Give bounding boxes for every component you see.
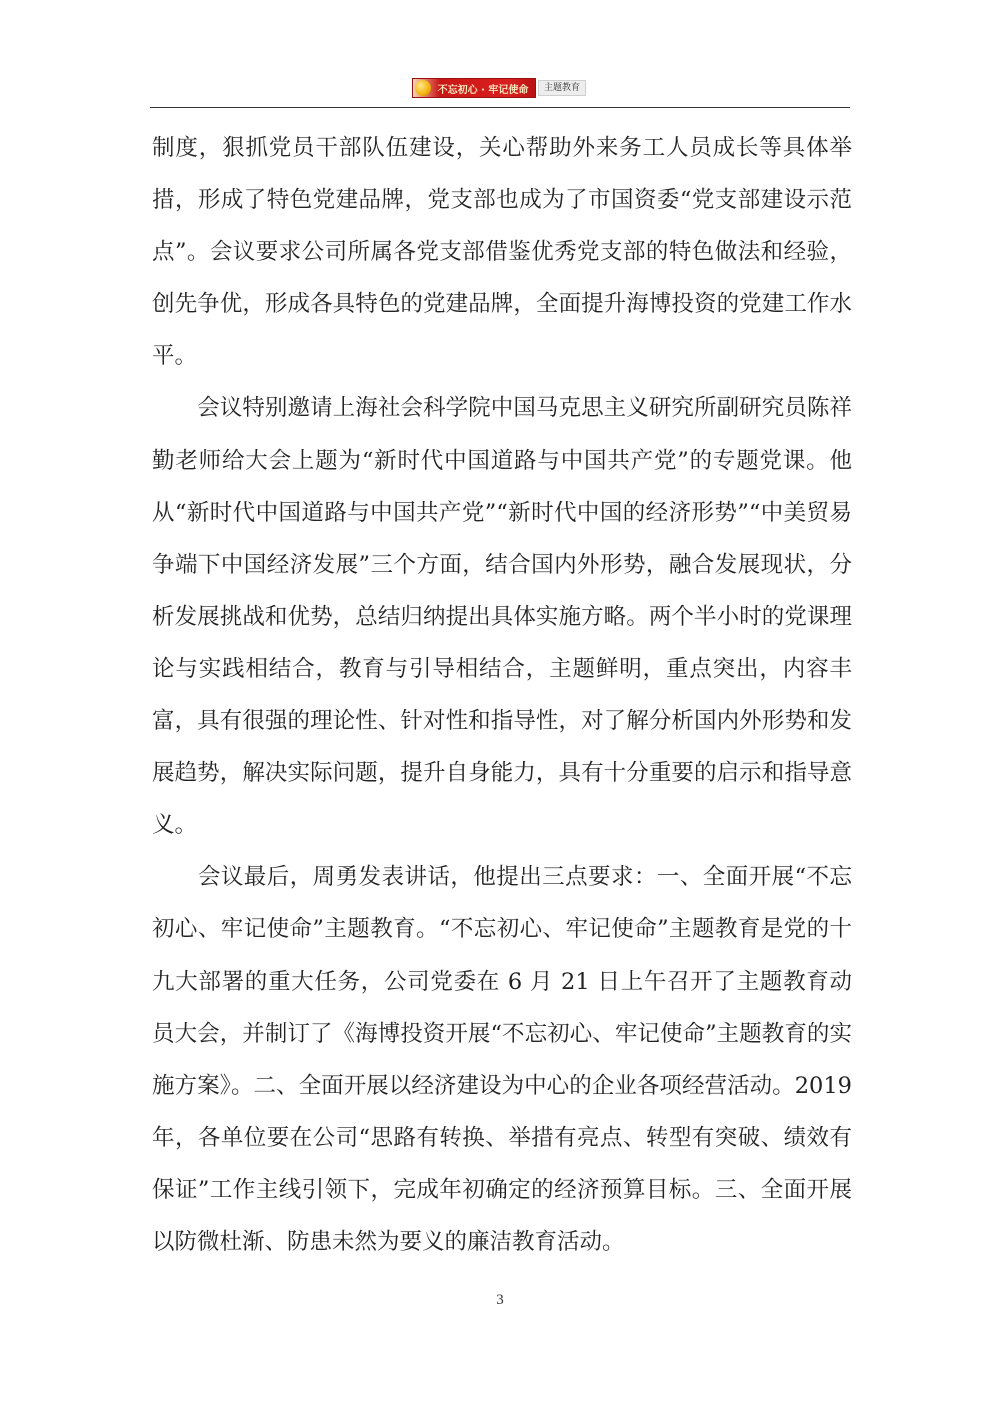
paragraph: 会议特别邀请上海社会科学院中国马克思主义研究所副研究员陈祥勤老师给大会上题为“新时代中国道路与中国共产党”的专题党课。他从“新时代中国道路与中国共产党”“新时代中国的经济形势”“中美贸易争端下中国经济发展”三个方面，结合国内外形势，融合发展现状，分析发展挑战和优势，总结归纳提出具体实施方略。两个半小时的党课理论与实践相结合，教育与引导相结合，主题鲜明，重点突出，内容丰富，具有很强的理论性、针对性和指导性，对了解分析国内外形势和发展趋势，解决实际问题，提升自身能力，具有十分重要的启示和指导意义。: [152, 395, 852, 839]
header-logo: [412, 78, 536, 98]
party-emblem-icon: [415, 80, 431, 96]
paragraph: 会议最后，周勇发表讲话，他提出三点要求：一、全面开展“不忘初心、牢记使命”主题教育。“不忘初心、牢记使命”主题教育是党的十九大部署的重大任务，公司党委在 6 月 21 日上午召开了主题教育动员大会，并制订了《海博投资开展“不忘初心、牢记使命”主题教育的实施方案》。二、全面开展以经济建设为中心的企业各项经营活动。2019 年，各单位要在公司“思路有转换、举措有亮点、转型有突破、绩效有保证”工作主线引领下，完成年初确定的经济预算目标。三、全面开展以防微杜渐、防患未然为要义的廉洁教育活动。: [152, 864, 852, 1255]
page-number: 3: [496, 1292, 504, 1308]
page-header: [150, 70, 850, 110]
header-rule: [150, 107, 850, 108]
header-tag: 主题教育: [538, 80, 586, 96]
document-body: [152, 122, 852, 1268]
paragraph: 制度，狠抓党员干部队伍建设，关心帮助外来务工人员成长等具体举措，形成了特色党建品牌，党支部也成为了市国资委“党支部建设示范点”。会议要求公司所属各党支部借鉴优秀党支部的特色做法和经验，创先争优，形成各具特色的党建品牌，全面提升海博投资的党建工作水平。: [152, 135, 852, 370]
header-slogan: 不忘初心 · 牢记使命: [437, 84, 529, 96]
